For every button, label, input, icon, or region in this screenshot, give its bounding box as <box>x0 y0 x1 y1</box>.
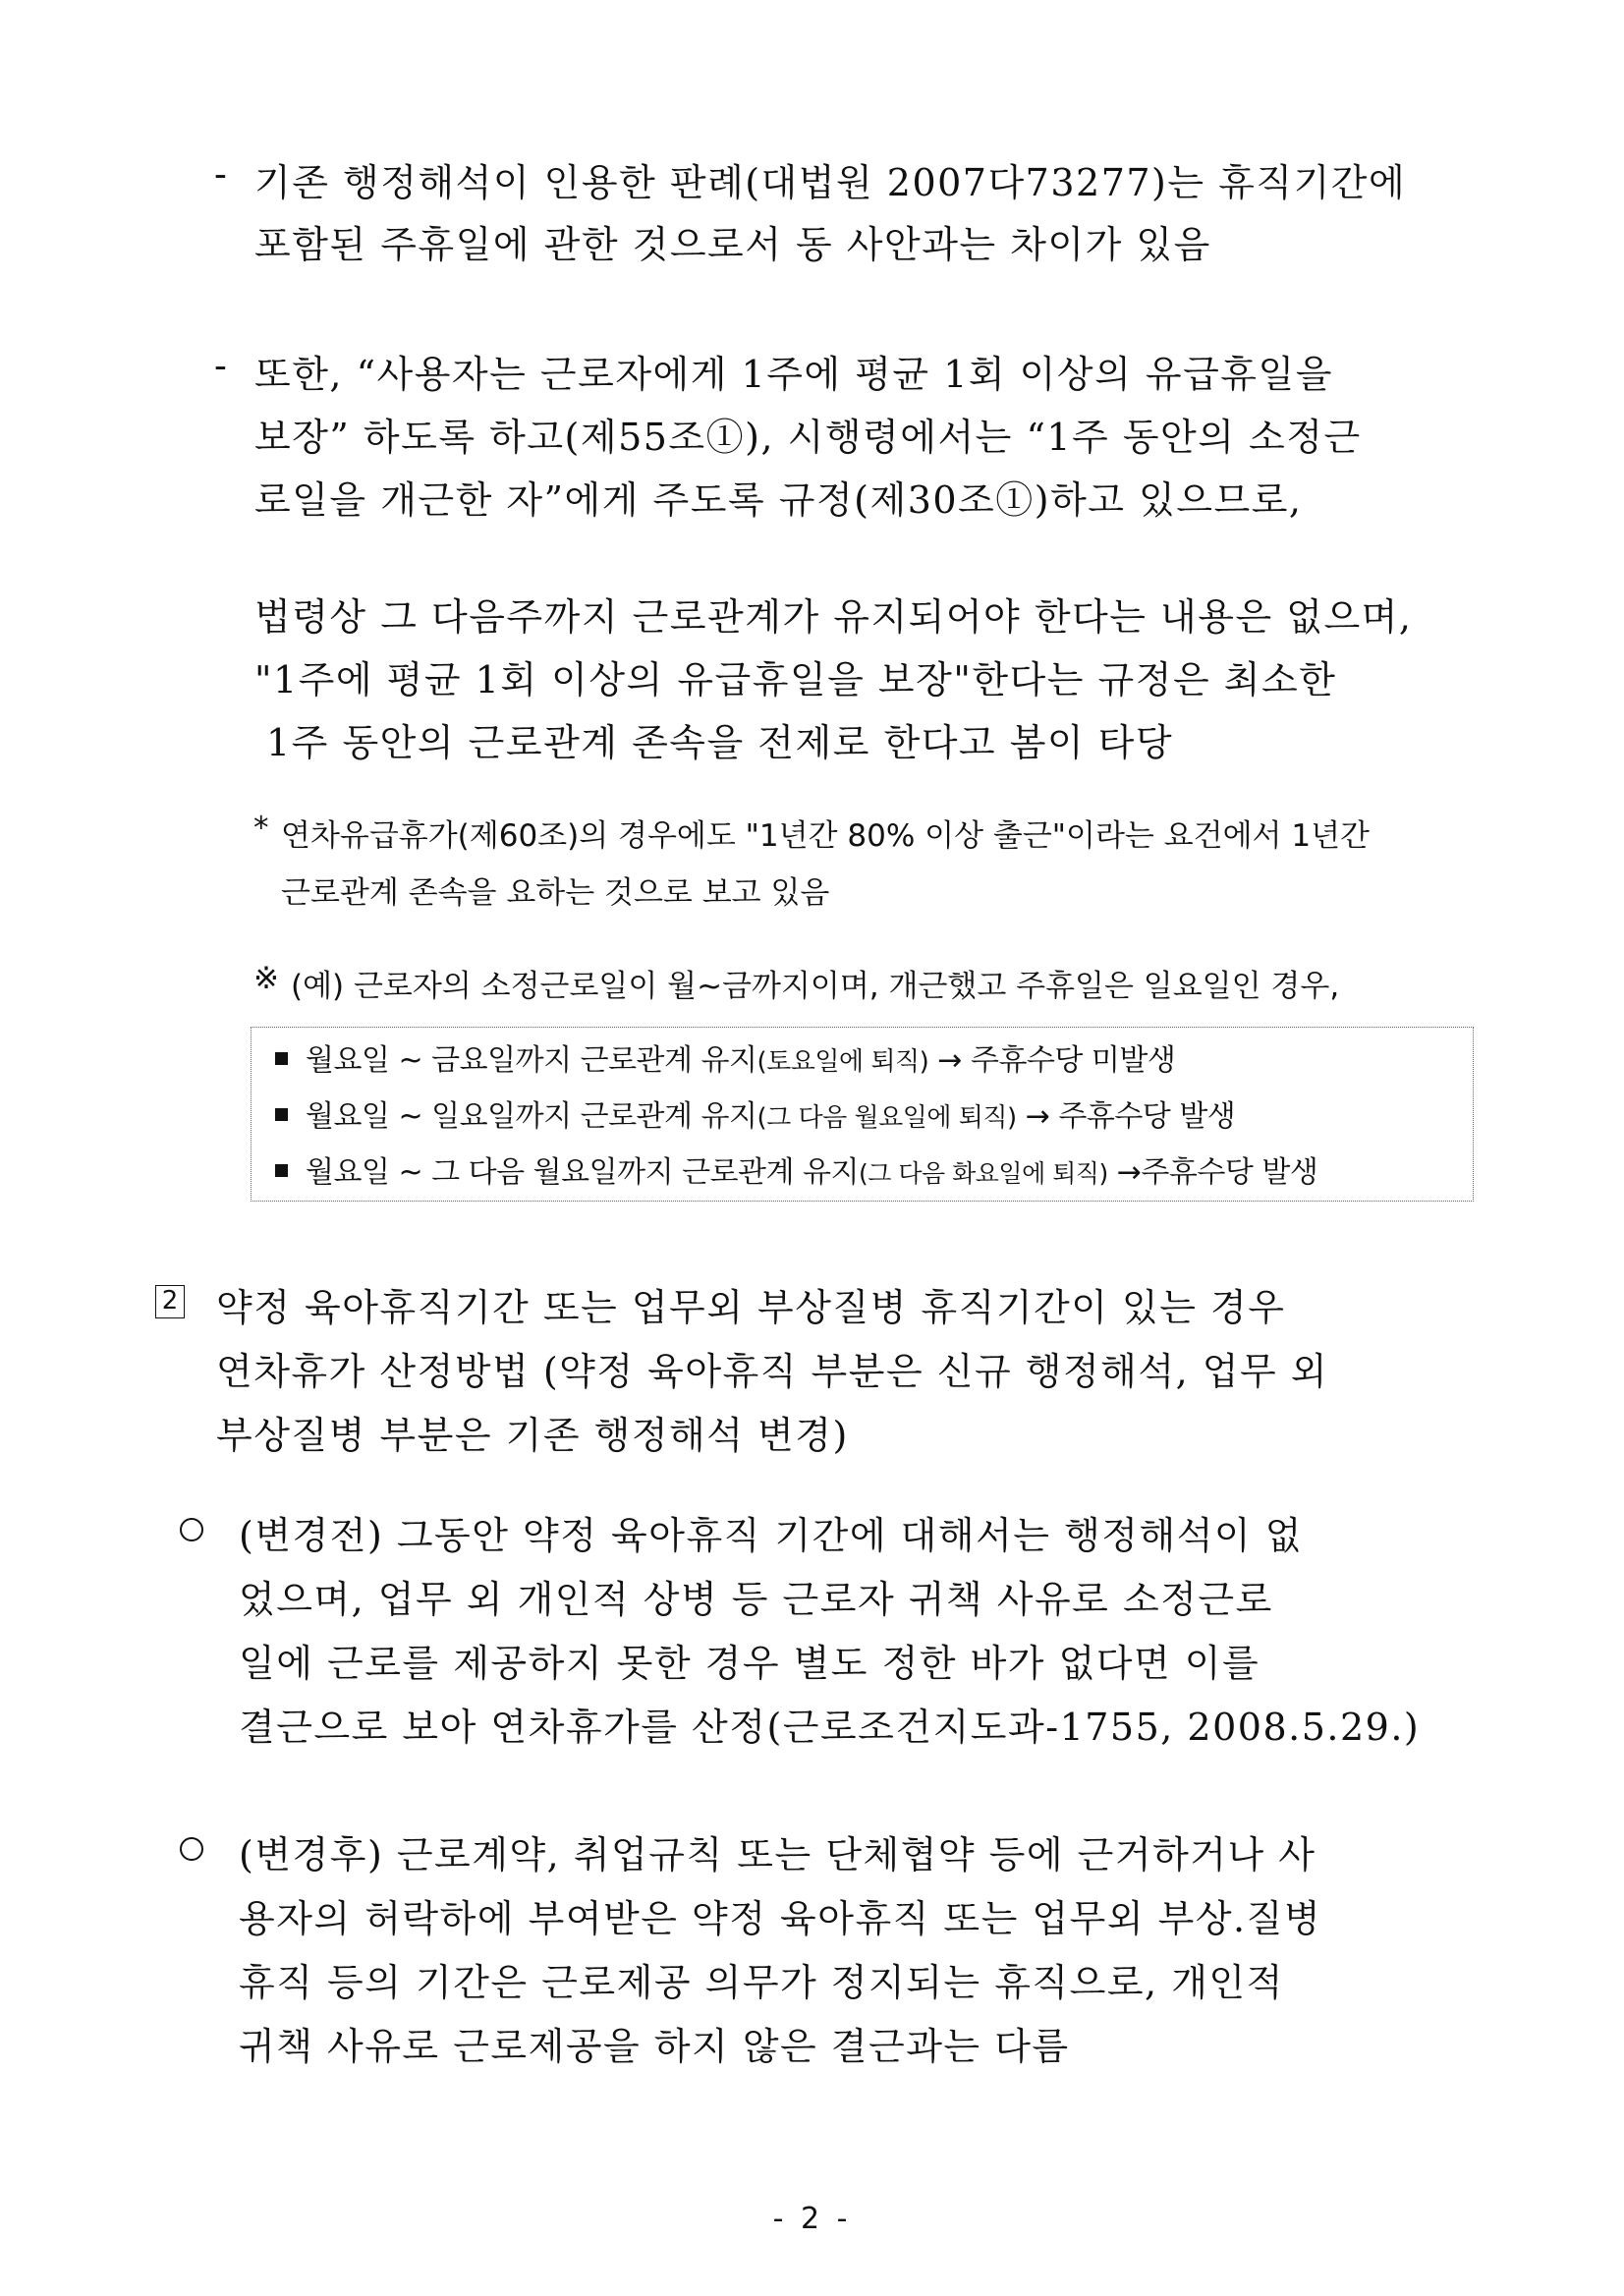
text-line: 약정 육아휴직기간 또는 업무외 부상질병 휴직기간이 있는 경우 <box>216 1286 1286 1329</box>
square-bullet-icon <box>275 1164 288 1177</box>
dash-bullet: - <box>214 152 229 196</box>
note-line: 연차유급휴가(제60조)의 경우에도 "1년간 80% 이상 출근"이라는 요건에서 1년간 <box>281 818 1370 854</box>
text-line: "1주에 평균 1회 이상의 유급휴일을 보장"한다는 규정은 최소한 <box>254 658 1337 701</box>
text-line: 1주 동안의 근로관계 존속을 전제로 한다고 봄이 타당 <box>266 721 1174 764</box>
asterisk-bullet: * <box>253 811 269 846</box>
text-line: 휴직 등의 기간은 근로제공 의무가 정지되는 휴직으로, 개인적 <box>239 1961 1284 2004</box>
text-line: 연차휴가 산정방법 (약정 육아휴직 부분은 신규 행정해석, 업무 외 <box>216 1350 1328 1393</box>
text-line: 귀책 사유로 근로제공을 하지 않은 결근과는 다름 <box>239 2025 1070 2068</box>
section-number-box: 2 <box>155 1285 185 1318</box>
square-bullet-icon <box>275 1108 288 1121</box>
text-line: 법령상 그 다음주까지 근로관계가 유지되어야 한다는 내용은 없으며, <box>254 595 1413 639</box>
example-item: 월요일 ~ 금요일까지 근로관계 유지(토요일에 퇴직) → 주휴수당 미발생 <box>275 1036 1175 1079</box>
text-line: (변경후) 근로계약, 취업규칙 또는 단체협약 등에 근거하거나 사 <box>239 1833 1316 1876</box>
example-item: 월요일 ~ 그 다음 월요일까지 근로관계 유지(그 다음 화요일에 퇴직) →주휴수당 발생 <box>275 1148 1317 1191</box>
example-intro-text: (예) 근로자의 소정근로일이 월~금까지이며, 개근했고 주휴일은 일요일인 경우, <box>291 969 1340 1004</box>
text-line: 포함된 주휴일에 관한 것으로서 동 사안과는 차이가 있음 <box>254 223 1211 266</box>
text-line: 로일을 개근한 자”에게 주도록 규정(제30조①)하고 있으므로, <box>254 478 1303 522</box>
text-line: 용자의 허락하에 부여받은 약정 육아휴직 또는 업무외 부상.질병 <box>239 1897 1322 1940</box>
text-line: (변경전) 그동안 약정 육아휴직 기간에 대해서는 행정해석이 없 <box>239 1514 1303 1557</box>
text-line: 결근으로 보아 연차휴가를 산정(근로조건지도과-1755, 2008.5.29.) <box>239 1706 1421 1749</box>
text-line: 또한, “사용자는 근로자에게 1주에 평균 1회 이상의 유급휴일을 <box>254 353 1333 396</box>
reference-mark: ※ <box>253 961 279 996</box>
example-item: 월요일 ~ 일요일까지 근로관계 유지(그 다음 월요일에 퇴직) → 주휴수당 발생 <box>275 1092 1235 1135</box>
page-number: - 2 - <box>772 2202 852 2236</box>
square-bullet-icon <box>275 1052 288 1065</box>
text-line: 보장” 하도록 하고(제55조①), 시행령에서는 “1주 동안의 소정근 <box>254 416 1362 459</box>
note-line: 근로관계 존속을 요하는 것으로 보고 있음 <box>281 875 830 911</box>
text-line: 었으며, 업무 외 개인적 상병 등 근로자 귀책 사유로 소정근로 <box>239 1578 1273 1621</box>
text-line: 부상질병 부분은 기존 행정해석 변경) <box>216 1414 849 1457</box>
text-line: 일에 근로를 제공하지 못한 경우 별도 정한 바가 없다면 이를 <box>239 1642 1260 1685</box>
dash-bullet: - <box>214 344 229 387</box>
text-line: 기존 행정해석이 인용한 판례(대법원 2007다73277)는 휴직기간에 <box>254 161 1407 204</box>
circle-bullet-icon <box>180 1518 203 1541</box>
example-box <box>251 1027 1474 1202</box>
circle-bullet-icon <box>180 1837 203 1861</box>
